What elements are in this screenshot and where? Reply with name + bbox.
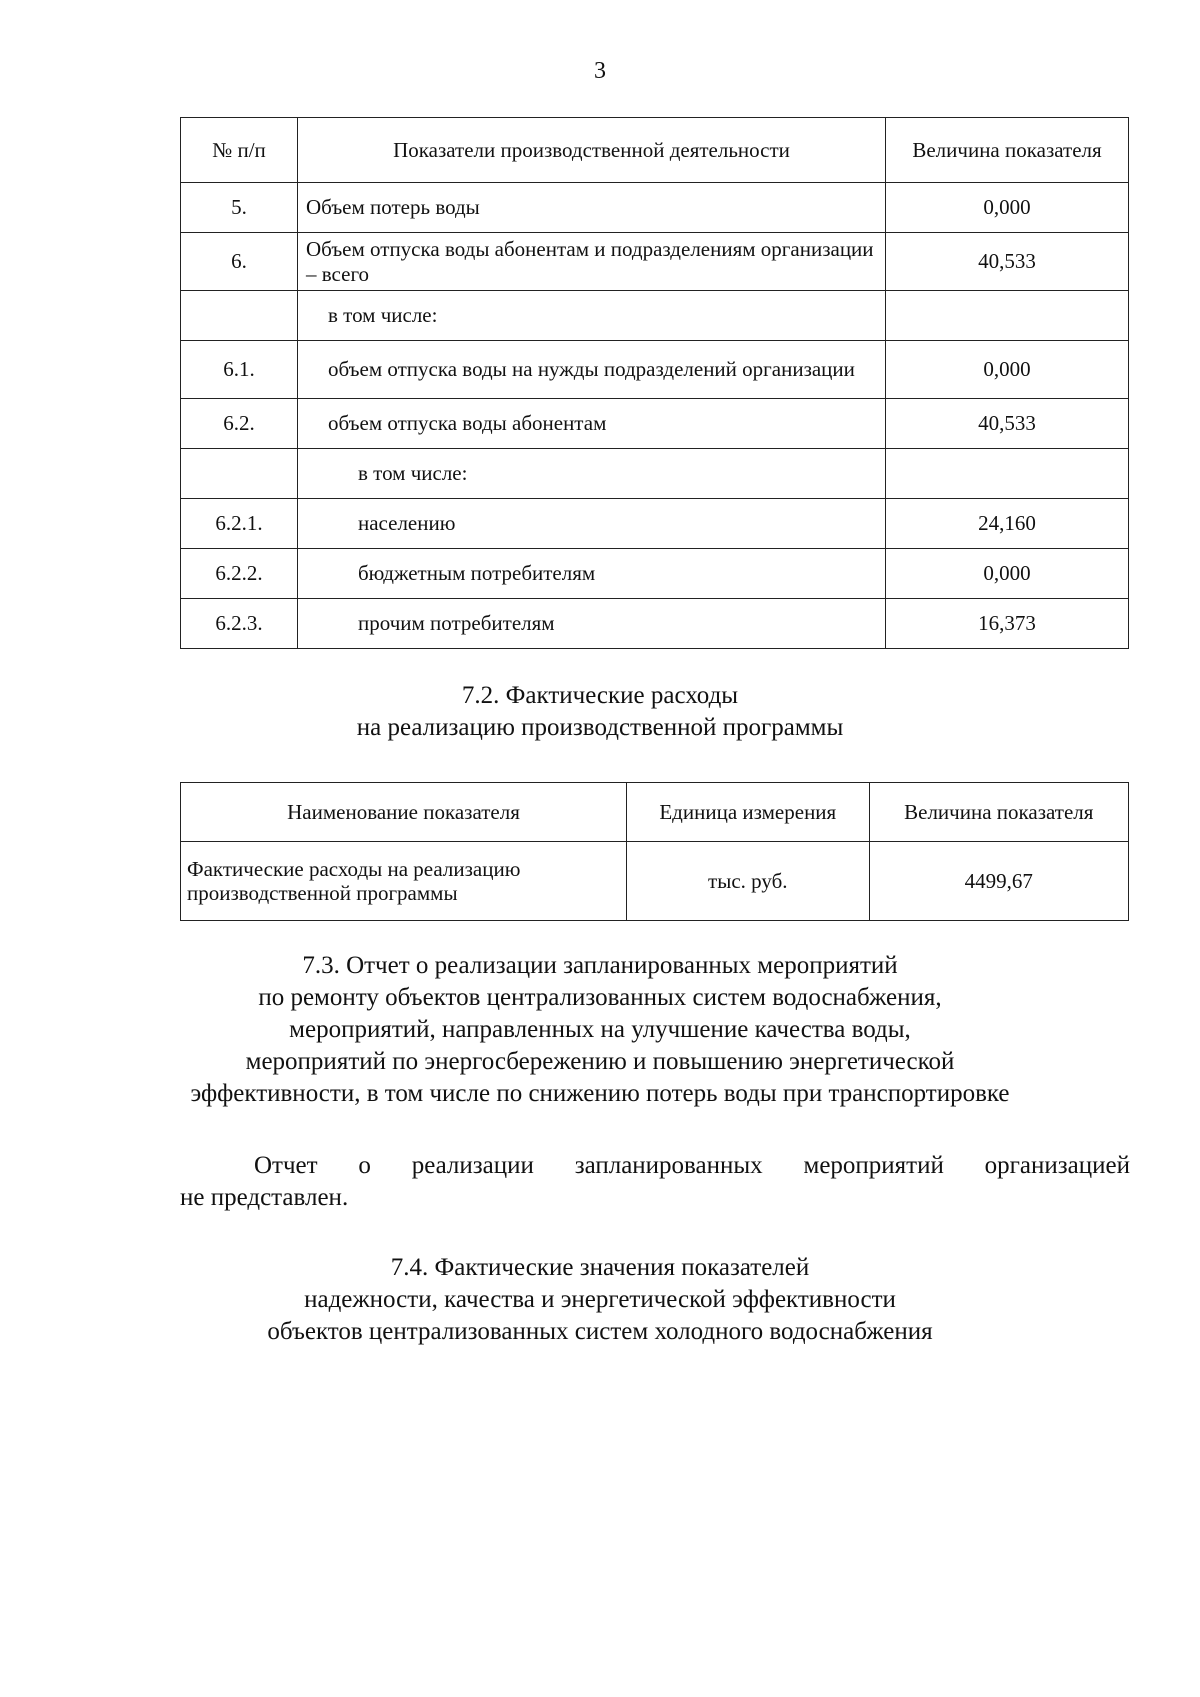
section-7-4-heading bbox=[0, 1252, 1200, 1348]
table-row bbox=[181, 499, 1129, 549]
heading-line: надежности, качества и энергетической эффективности bbox=[304, 1286, 896, 1313]
row-value: 24,160 bbox=[886, 499, 1129, 549]
row-value bbox=[886, 291, 1129, 341]
row-label: объем отпуска воды на нужды подразделений организации bbox=[298, 341, 886, 399]
row-number bbox=[181, 449, 298, 499]
row-number: 6.2.3. bbox=[181, 599, 298, 649]
row-number: 5. bbox=[181, 183, 298, 233]
table-row bbox=[181, 842, 1129, 921]
column-header-unit: Единица измерения bbox=[627, 783, 870, 842]
row-label: Объем потерь воды bbox=[298, 183, 886, 233]
table-row bbox=[181, 399, 1129, 449]
column-header-indicator: Показатели производственной деятельности bbox=[298, 118, 886, 183]
heading-line: 7.3. Отчет о реализации запланированных мероприятий bbox=[302, 952, 898, 979]
row-label: прочим потребителям bbox=[298, 599, 886, 649]
table-row bbox=[181, 449, 1129, 499]
column-header-value: Величина показателя bbox=[869, 783, 1128, 842]
table-row bbox=[181, 233, 1129, 291]
row-unit: тыс. руб. bbox=[627, 842, 870, 921]
heading-line: эффективности, в том числе по снижению потерь воды при транспортировке bbox=[190, 1080, 1010, 1107]
row-number: 6.2.2. bbox=[181, 549, 298, 599]
paragraph-line: не представлен. bbox=[180, 1184, 349, 1211]
heading-line: объектов централизованных систем холодного водоснабжения bbox=[267, 1318, 933, 1345]
row-value bbox=[886, 449, 1129, 499]
column-header-number: № п/п bbox=[181, 118, 298, 183]
row-number: 6.2. bbox=[181, 399, 298, 449]
heading-line: на реализацию производственной программы bbox=[356, 714, 844, 741]
row-label: бюджетным потребителям bbox=[298, 549, 886, 599]
heading-line: по ремонту объектов централизованных систем водоснабжения, bbox=[258, 984, 942, 1011]
report-paragraph bbox=[180, 1150, 1130, 1214]
heading-line: 7.4. Фактические значения показателей bbox=[390, 1254, 810, 1281]
table-row bbox=[181, 341, 1129, 399]
table-row bbox=[181, 291, 1129, 341]
page-number: 3 bbox=[594, 58, 606, 84]
row-label: Объем отпуска воды абонентам и подразделениям организации – всего bbox=[298, 233, 886, 291]
section-7-2-heading bbox=[0, 680, 1200, 744]
expenses-table bbox=[180, 782, 1129, 921]
row-label: объем отпуска воды абонентам bbox=[298, 399, 886, 449]
production-indicators-table bbox=[180, 117, 1129, 649]
heading-line: 7.2. Фактические расходы bbox=[461, 682, 739, 709]
row-label: в том числе: bbox=[298, 291, 886, 341]
column-header-name: Наименование показателя bbox=[181, 783, 627, 842]
section-7-3-heading bbox=[0, 950, 1200, 1110]
row-value: 0,000 bbox=[886, 341, 1129, 399]
column-header-value: Величина показателя bbox=[886, 118, 1129, 183]
table-header-row bbox=[181, 118, 1129, 183]
row-name: Фактические расходы на реализацию производственной программы bbox=[181, 842, 627, 921]
row-label: в том числе: bbox=[298, 449, 886, 499]
table-row bbox=[181, 549, 1129, 599]
table-header-row bbox=[181, 783, 1129, 842]
row-number: 6.2.1. bbox=[181, 499, 298, 549]
row-value: 40,533 bbox=[886, 233, 1129, 291]
row-value: 40,533 bbox=[886, 399, 1129, 449]
row-value: 16,373 bbox=[886, 599, 1129, 649]
row-number: 6. bbox=[181, 233, 298, 291]
row-value: 0,000 bbox=[886, 183, 1129, 233]
heading-line: мероприятий по энергосбережению и повышению энергетической bbox=[245, 1048, 955, 1075]
table-row bbox=[181, 599, 1129, 649]
row-label: населению bbox=[298, 499, 886, 549]
heading-line: мероприятий, направленных на улучшение качества воды, bbox=[289, 1016, 911, 1043]
row-value: 4499,67 bbox=[869, 842, 1128, 921]
row-value: 0,000 bbox=[886, 549, 1129, 599]
row-number bbox=[181, 291, 298, 341]
table-row bbox=[181, 183, 1129, 233]
row-number: 6.1. bbox=[181, 341, 298, 399]
paragraph-line: Отчет о реализации запланированных мероприятий организацией bbox=[254, 1152, 1130, 1179]
